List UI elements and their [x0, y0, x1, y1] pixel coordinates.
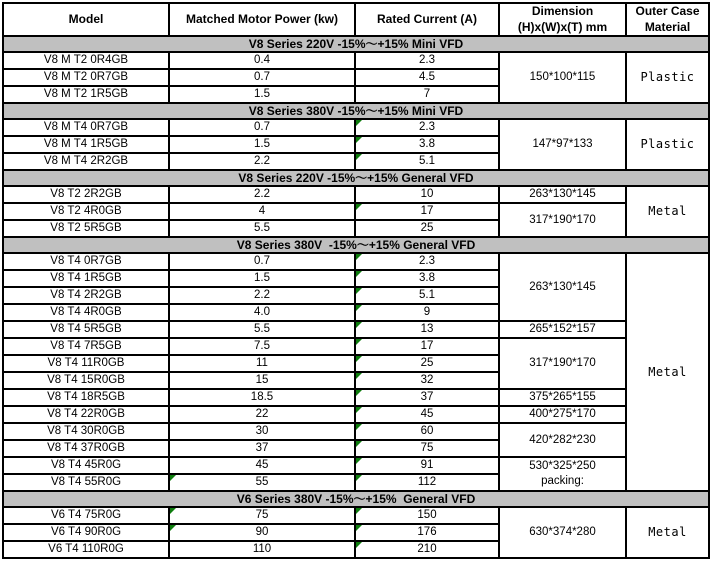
cell-flag-icon: [170, 525, 176, 531]
section-title: V8 Series 380V -15%～+15% Mini VFD: [3, 103, 709, 119]
material-cell: Plastic: [626, 52, 709, 103]
col-header-rated-current: [355, 3, 499, 36]
model-cell: V8 T4 55R0G: [3, 474, 169, 491]
motor-power-cell: 90: [169, 524, 355, 541]
material-cell: Metal: [626, 507, 709, 558]
dimension-value: 400*275*170: [529, 408, 596, 421]
section-header-row: [3, 237, 709, 253]
motor-power-cell: 0.7: [169, 69, 355, 86]
dimension-cell: [499, 389, 626, 406]
dimension-value: 317*190*170: [529, 357, 596, 370]
dimension-cell: [499, 457, 626, 491]
model-cell: V8 T4 11R0GB: [3, 355, 169, 372]
table-row: [3, 507, 709, 524]
dimension-cell: [499, 203, 626, 237]
section-title: V8 Series 220V -15%～+15% General VFD: [3, 170, 709, 186]
motor-power-cell: 4.0: [169, 304, 355, 321]
dimension-cell: [499, 338, 626, 389]
motor-power-cell: 5.5: [169, 220, 355, 237]
section-header-row: [3, 170, 709, 186]
cell-flag-icon: [356, 542, 362, 548]
cell-flag-icon: [356, 288, 362, 294]
cell-flag-icon: [356, 154, 362, 160]
model-cell: V8 M T2 0R4GB: [3, 52, 169, 69]
dimension-cell: [499, 186, 626, 203]
model-cell: V8 M T4 1R5GB: [3, 136, 169, 153]
model-cell: V6 T4 110R0G: [3, 541, 169, 558]
rated-current-cell: 2.3: [355, 52, 499, 69]
header-row: [3, 3, 709, 36]
model-cell: V8 T4 15R0GB: [3, 372, 169, 389]
rated-current-cell: 2.3: [355, 253, 499, 270]
rated-current-cell: 4.5: [355, 69, 499, 86]
motor-power-cell: 7.5: [169, 338, 355, 355]
rated-current-cell: 17: [355, 203, 499, 220]
dimension-cell: [499, 119, 626, 170]
rated-current-cell: 25: [355, 220, 499, 237]
rated-current-cell: 176: [355, 524, 499, 541]
table-row: [3, 338, 709, 355]
motor-power-cell: 2.2: [169, 287, 355, 304]
motor-power-cell: 75: [169, 507, 355, 524]
col-header-motor-power-label: Matched Motor Power (kw): [185, 11, 338, 26]
rated-current-cell: 25: [355, 355, 499, 372]
motor-power-cell: 1.5: [169, 270, 355, 287]
model-cell: V8 T4 2R2GB: [3, 287, 169, 304]
rated-current-cell: 112: [355, 474, 499, 491]
cell-flag-icon: [356, 204, 362, 210]
model-cell: V8 M T4 2R2GB: [3, 153, 169, 170]
model-cell: V8 M T2 1R5GB: [3, 86, 169, 103]
rated-current-cell: 37: [355, 389, 499, 406]
rated-current-cell: 7: [355, 86, 499, 103]
table-row: [3, 457, 709, 474]
dimension-value: 317*190*170: [529, 213, 596, 226]
rated-current-cell: 91: [355, 457, 499, 474]
rated-current-cell: 5.1: [355, 153, 499, 170]
dimension-value: 150*100*115: [529, 71, 596, 84]
dimension-cell: [499, 507, 626, 558]
motor-power-cell: 22: [169, 406, 355, 423]
table-row: [3, 52, 709, 69]
section-title: V8 Series 380V -15%～+15% General VFD: [3, 237, 709, 253]
motor-power-cell: 110: [169, 541, 355, 558]
motor-power-cell: 4: [169, 203, 355, 220]
vfd-spec-table: [2, 2, 710, 559]
table-row: [3, 423, 709, 440]
rated-current-cell: 5.1: [355, 287, 499, 304]
section-header-row: [3, 491, 709, 507]
motor-power-cell: 2.2: [169, 186, 355, 203]
rated-current-cell: 75: [355, 440, 499, 457]
model-cell: V8 T4 4R0GB: [3, 304, 169, 321]
cell-flag-icon: [356, 525, 362, 531]
motor-power-cell: 18.5: [169, 389, 355, 406]
dimension-cell: [499, 423, 626, 457]
table-row: [3, 203, 709, 220]
rated-current-cell: 3.8: [355, 270, 499, 287]
material-cell: Metal: [626, 186, 709, 237]
motor-power-cell: 30: [169, 423, 355, 440]
model-cell: V8 T4 30R0GB: [3, 423, 169, 440]
cell-flag-icon: [356, 407, 362, 413]
motor-power-cell: 0.7: [169, 253, 355, 270]
rated-current-cell: 32: [355, 372, 499, 389]
dimension-value: 420*282*230: [529, 433, 596, 446]
motor-power-cell: 11: [169, 355, 355, 372]
motor-power-cell: 2.2: [169, 153, 355, 170]
cell-flag-icon: [356, 339, 362, 345]
model-cell: V8 T4 7R5GB: [3, 338, 169, 355]
cell-flag-icon: [170, 475, 176, 481]
motor-power-cell: 15: [169, 372, 355, 389]
section-header-row: [3, 36, 709, 52]
dimension-value: 530*325*250: [529, 460, 596, 473]
cell-flag-icon: [356, 441, 362, 447]
cell-flag-icon: [356, 390, 362, 396]
table-row: [3, 321, 709, 338]
dimension-cell: [499, 406, 626, 423]
cell-flag-icon: [356, 356, 362, 362]
material-cell: Metal: [626, 253, 709, 491]
cell-flag-icon: [356, 475, 362, 481]
cell-flag-icon: [356, 322, 362, 328]
motor-power-cell: 0.7: [169, 119, 355, 136]
dimension-cell: [499, 321, 626, 338]
motor-power-cell: 0.4: [169, 52, 355, 69]
cell-flag-icon: [356, 254, 362, 260]
dimension-value: 265*152*157: [529, 323, 596, 336]
model-cell: V8 M T4 0R7GB: [3, 119, 169, 136]
model-cell: V8 T2 2R2GB: [3, 186, 169, 203]
dimension-value: 375*265*155: [529, 391, 596, 404]
col-header-model: [3, 3, 169, 36]
model-cell: V8 T2 5R5GB: [3, 220, 169, 237]
model-cell: V8 T4 0R7GB: [3, 253, 169, 270]
rated-current-cell: 17: [355, 338, 499, 355]
rated-current-cell: 13: [355, 321, 499, 338]
model-cell: V8 T2 4R0GB: [3, 203, 169, 220]
rated-current-cell: 9: [355, 304, 499, 321]
col-header-dimension-label: Dimension: [531, 4, 594, 18]
dimension-cell: [499, 52, 626, 103]
rated-current-cell: 45: [355, 406, 499, 423]
table-row: [3, 406, 709, 423]
section-title: V6 Series 380V -15%～+15% General VFD: [3, 491, 709, 507]
motor-power-cell: 45: [169, 457, 355, 474]
rated-current-cell: 60: [355, 423, 499, 440]
dimension-value: packing:: [541, 475, 584, 488]
model-cell: V6 T4 90R0G: [3, 524, 169, 541]
col-header-rated-current-label: Rated Current (A): [376, 11, 477, 26]
dimension-cell: [499, 253, 626, 321]
motor-power-cell: 37: [169, 440, 355, 457]
motor-power-cell: 55: [169, 474, 355, 491]
cell-flag-icon: [356, 271, 362, 277]
motor-power-cell: 5.5: [169, 321, 355, 338]
col-header-model-label: Model: [68, 11, 104, 26]
model-cell: V8 T4 5R5GB: [3, 321, 169, 338]
table-row: [3, 186, 709, 203]
section-title: V8 Series 220V -15%～+15% Mini VFD: [3, 36, 709, 52]
col-header-material-label: Outer Case: [635, 4, 700, 18]
rated-current-cell: 210: [355, 541, 499, 558]
rated-current-cell: 2.3: [355, 119, 499, 136]
rated-current-cell: 10: [355, 186, 499, 203]
dimension-value: 147*97*133: [532, 138, 593, 151]
rated-current-cell: 3.8: [355, 136, 499, 153]
model-cell: V8 M T2 0R7GB: [3, 69, 169, 86]
motor-power-cell: 1.5: [169, 86, 355, 103]
col-header-material-sublabel: Material: [644, 19, 691, 34]
col-header-motor-power: [169, 3, 355, 36]
table-row: [3, 253, 709, 270]
section-header-row: [3, 103, 709, 119]
table-row: [3, 119, 709, 136]
dimension-value: 263*130*145: [529, 280, 596, 293]
col-header-dimension-sublabel: (H)x(W)x(T) mm: [517, 19, 608, 34]
cell-flag-icon: [356, 120, 362, 126]
model-cell: V8 T4 45R0G: [3, 457, 169, 474]
material-cell: Plastic: [626, 119, 709, 170]
col-header-dimension: [499, 3, 626, 36]
model-cell: V8 T4 22R0GB: [3, 406, 169, 423]
col-header-material: [626, 3, 709, 36]
cell-flag-icon: [356, 508, 362, 514]
model-cell: V6 T4 75R0G: [3, 507, 169, 524]
cell-flag-icon: [356, 305, 362, 311]
cell-flag-icon: [356, 373, 362, 379]
cell-flag-icon: [356, 458, 362, 464]
model-cell: V8 T4 1R5GB: [3, 270, 169, 287]
cell-flag-icon: [356, 424, 362, 430]
table-row: [3, 389, 709, 406]
cell-flag-icon: [170, 508, 176, 514]
cell-flag-icon: [356, 137, 362, 143]
dimension-value: 263*130*145: [529, 188, 596, 201]
dimension-value: 630*374*280: [529, 526, 596, 539]
model-cell: V8 T4 18R5GB: [3, 389, 169, 406]
rated-current-cell: 150: [355, 507, 499, 524]
motor-power-cell: 1.5: [169, 136, 355, 153]
model-cell: V8 T4 37R0GB: [3, 440, 169, 457]
